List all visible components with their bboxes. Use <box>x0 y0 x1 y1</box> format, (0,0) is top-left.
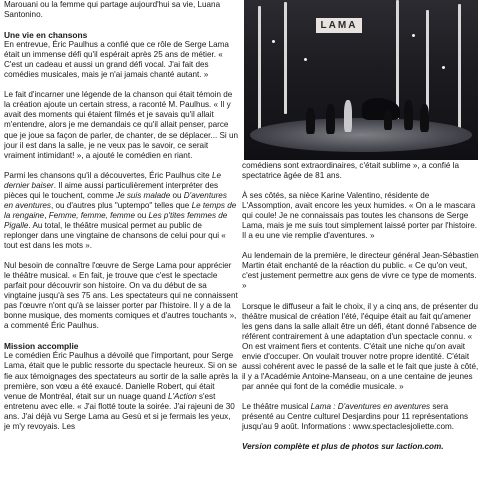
publication-name: L'Action <box>167 391 197 401</box>
text-run: . Il aime aussi particulièrement interpréter des pièces qui le touchent, comme <box>4 180 219 200</box>
song-title: D'aventures en aventures <box>4 190 227 210</box>
stage-light-dot <box>304 58 307 61</box>
text-run: ou <box>134 210 149 220</box>
paragraph-nul-besoin: Nul besoin de connaître l'œuvre de Serge Lama pour apprécier le théâtre musical. « En fait, je trouve que c'est le spectacle parfait pour découvrir son histoire. On va du début de sa vingtaine jusqu'à ses 75 ans. Les spectateurs qui ne connaissent pas l'œuvre n'ont qu'à se laisser porter par l'histoire. Il y a de la bonne musique, des moments comiques et d'autres touchants », a commenté Éric Paulhus. <box>4 261 238 331</box>
stage-light-pole <box>284 2 287 114</box>
song-title: Le dernier baiser <box>4 170 221 190</box>
paragraph-directeur: Au lendemain de la première, le directeur général Jean-Sébastien Martin était enchanté de la réaction du public. « Ce qu'on veut, c'est justement permettre aux gens de vivre ce type de moments. » <box>242 251 479 291</box>
section-heading-une-vie-en-chansons: Une vie en chansons <box>4 30 88 41</box>
text-run: . Au total, le théâtre musical permet au public de replonger dans une vingtaine de chansons de celui pour qui « tout est dans les mots ». <box>4 220 226 250</box>
song-title: Je suis malade <box>116 190 171 200</box>
stage-light-dot <box>272 40 275 43</box>
text-run: s'est entretenu avec elle. « J'ai flotté toute la soirée. J'ai rajeuni de 30 ans. J'ai déjà vu Serge Lama au Gesù et si je fermais les yeux, je m'y revoyais. Les <box>4 391 235 431</box>
stage-photo <box>244 0 478 160</box>
stage-light-dot <box>442 66 445 69</box>
text-run: Parmi les chansons qu'il a découvertes, Éric Paulhus cite <box>4 170 212 180</box>
lama-sign: LAMA <box>316 18 362 33</box>
intro-paragraph: Marouani ou la femme qui partage aujourd'hui sa vie, Luana Santonino. <box>4 0 221 20</box>
paragraph-chansons <box>4 171 238 251</box>
performer-figure <box>344 100 352 132</box>
stage-light-pole <box>396 0 399 120</box>
stage-light-pole <box>458 4 461 134</box>
paragraph-legende: Le fait d'incarner une légende de la chanson qui était témoin de la création ajoute un certain stress, a raconté M. Paulhus. « Il y avait des moments qui étaient filmés et je savais qu'il allait m'entendre, alors je me demandais ce qu'il allait penser, parce que je joue sa façon de parler, de chanter, de se déplacer... Si un jour il est dans la salle, je ne veux pas le savoir, ce serait vraiment intimidant! », a ajouté le comédien en riant. <box>4 90 238 160</box>
paragraph-entrevue: En entrevue, Éric Paulhus a confié que ce rôle de Serge Lama était un immense défi qu'il espérait après 25 ans de métier. « C'est un cadeau et aussi un grand défi vocal. J'ai fait des comédies musicales, mais je n'ai jamais chanté autant. » <box>4 40 229 80</box>
performer-figure <box>326 104 335 134</box>
stage-light-dot <box>412 34 415 37</box>
performer-figure <box>404 100 413 130</box>
song-title: Le temps de la rengaine <box>4 200 237 220</box>
text-run: Le théâtre musical <box>242 401 311 411</box>
stage-light-pole <box>258 6 261 130</box>
article-left-column <box>4 0 238 442</box>
text-run: , ou d'autres plus "uptempo" telles que <box>50 200 192 210</box>
text-run: Le comédien Éric Paulhus a dévoilé que l'important, pour Serge Lama, était que le public ressorte du spectacle heureux. Si on se fie aux témoignages des spectateurs au sortir de la salle après la première, son vœu a été exaucé. Danielle Robert, qui était venue de Montréal, était sur un nuage quand <box>4 351 238 401</box>
footer-link-laction[interactable]: Version complète et plus de photos sur laction.com. <box>242 442 444 452</box>
performer-figure <box>306 108 315 134</box>
song-title: Femme, femme, femme <box>48 210 135 220</box>
text-run: ou <box>170 190 184 200</box>
section-heading-mission-accomplie: Mission accomplie <box>4 341 79 352</box>
text-run: , <box>44 210 49 220</box>
paragraph-karine-valentino: À ses côtés, sa nièce Karine Valentino, résidente de L'Assomption, avait encore les yeux humides. « On a le mascara qui coule! Je ne connaissais pas toutes les chansons de Serge Lama, mais je me suis tout simplement laissé porter par l'histoire. Il a eu une vie remplie d'aventures. » <box>242 191 478 241</box>
show-title: Lama : D'aventures en aventures <box>310 401 431 411</box>
paragraph-presentation <box>242 402 479 432</box>
stage-floor <box>250 118 472 152</box>
text-run: sera présenté au Centre culturel Desjardins pour 11 représentations jusqu'au 9 août. Informations : www.spectaclesjoliette.com. <box>242 401 469 432</box>
paragraph-mission <box>4 351 238 431</box>
article-right-column <box>242 161 479 462</box>
paragraph-quote-continued: comédiens sont extraordinaires, c'était sublime », a confié la spectatrice âgée de 81 ans. <box>242 161 459 181</box>
piano <box>362 98 400 120</box>
paragraph-diffuseur: Lorsque le diffuseur a fait le choix, il y a cinq ans, de présenter du théâtre musical de création l'été, l'équipe était au fait qu'amener les gens dans la salle allait être un défi, étant donné l'absence de référent contrairement à une adaptation d'un spectacle connu. « On est vraiment fiers et contents. C'était une niche qu'on avait envie d'occuper. On voulait trouver notre propre identité. C'était aussi cohérent avec le passé de la salle et le fait que juste à côté, il y a l'Académie Antoine-Manseau, on a une centaine de jeunes par année qui font de la comédie musicale. » <box>242 301 479 391</box>
performer-figure <box>420 104 429 132</box>
song-title: Les p'tites femmes de Pigalle <box>4 210 228 230</box>
performer-figure <box>384 110 392 130</box>
